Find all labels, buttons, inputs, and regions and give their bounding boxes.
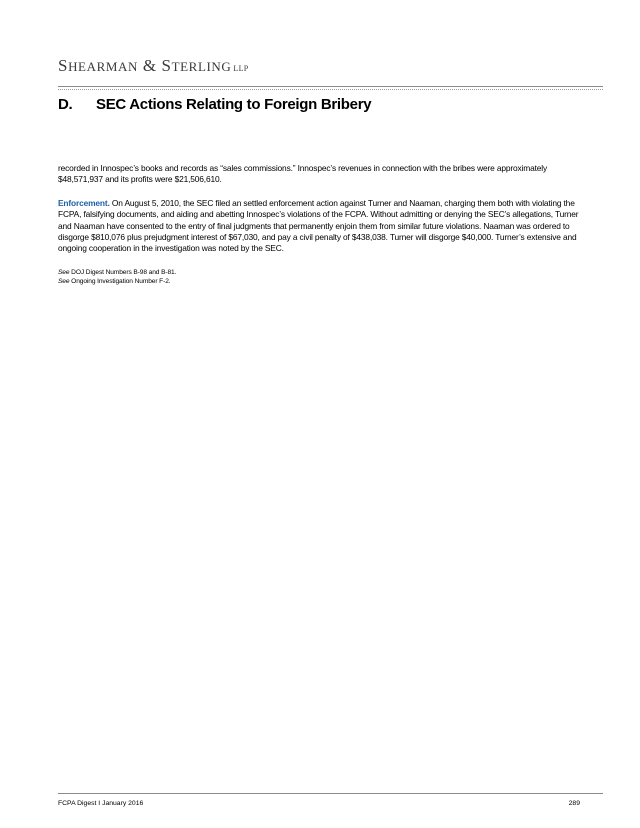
logo-llp: LLP [233, 64, 249, 73]
logo-ampersand: & [138, 56, 162, 75]
enforcement-text: On August 5, 2010, the SEC filed an settled enforcement action against Turner and Naaman, charging them both with violating the FCPA, falsifying documents, and aiding and abetting Innospec’s violations of the FCPA. Without admitting or denying the SEC’s allegations, Turner and Naaman have consented to the entry of final judgments that permanently enjoin them from similar future violations. Naaman was ordered to disgorge $810,076 plus prejudgment interest of $67,030, and pay a civil penalty of $438,038. Turner will disgorge $40,000. Turner’s extensive and ongoing cooperation in the investigation was noted by the SEC. [58, 198, 579, 254]
logo-initial-s: S [58, 56, 69, 75]
reference-see: See [58, 269, 70, 276]
section-heading [58, 96, 371, 113]
reference-see: See [58, 278, 70, 285]
reference-text: DOJ Digest Numbers B-98 and B-81. [69, 269, 177, 276]
reference-line [58, 268, 176, 277]
reference-text: Ongoing Investigation Number F-2. [69, 278, 171, 285]
footer-publication: FCPA Digest I January 2016 [58, 800, 144, 807]
section-title: SEC Actions Relating to Foreign Bribery [96, 96, 372, 113]
footer-divider [58, 793, 603, 794]
body-paragraph-1: recorded in Innospec’s books and records as “sales commissions.” Innospec’s revenues in connection with the bribes were approximately $48,571,937 and its profits were $21,506,610. [58, 163, 548, 185]
section-letter: D. [58, 96, 73, 113]
firm-logo [58, 56, 249, 76]
reference-line [58, 277, 176, 286]
body-paragraph-2 [58, 198, 588, 254]
page-number: 289 [568, 800, 580, 807]
header-divider-dotted [58, 89, 603, 90]
logo-terling: TERLING [171, 59, 232, 74]
cross-references [58, 268, 176, 286]
logo-initial-s2: S [161, 56, 172, 75]
header-divider [58, 86, 603, 87]
logo-hearman: HEARMAN [68, 59, 138, 74]
enforcement-lead: Enforcement. [58, 198, 110, 208]
